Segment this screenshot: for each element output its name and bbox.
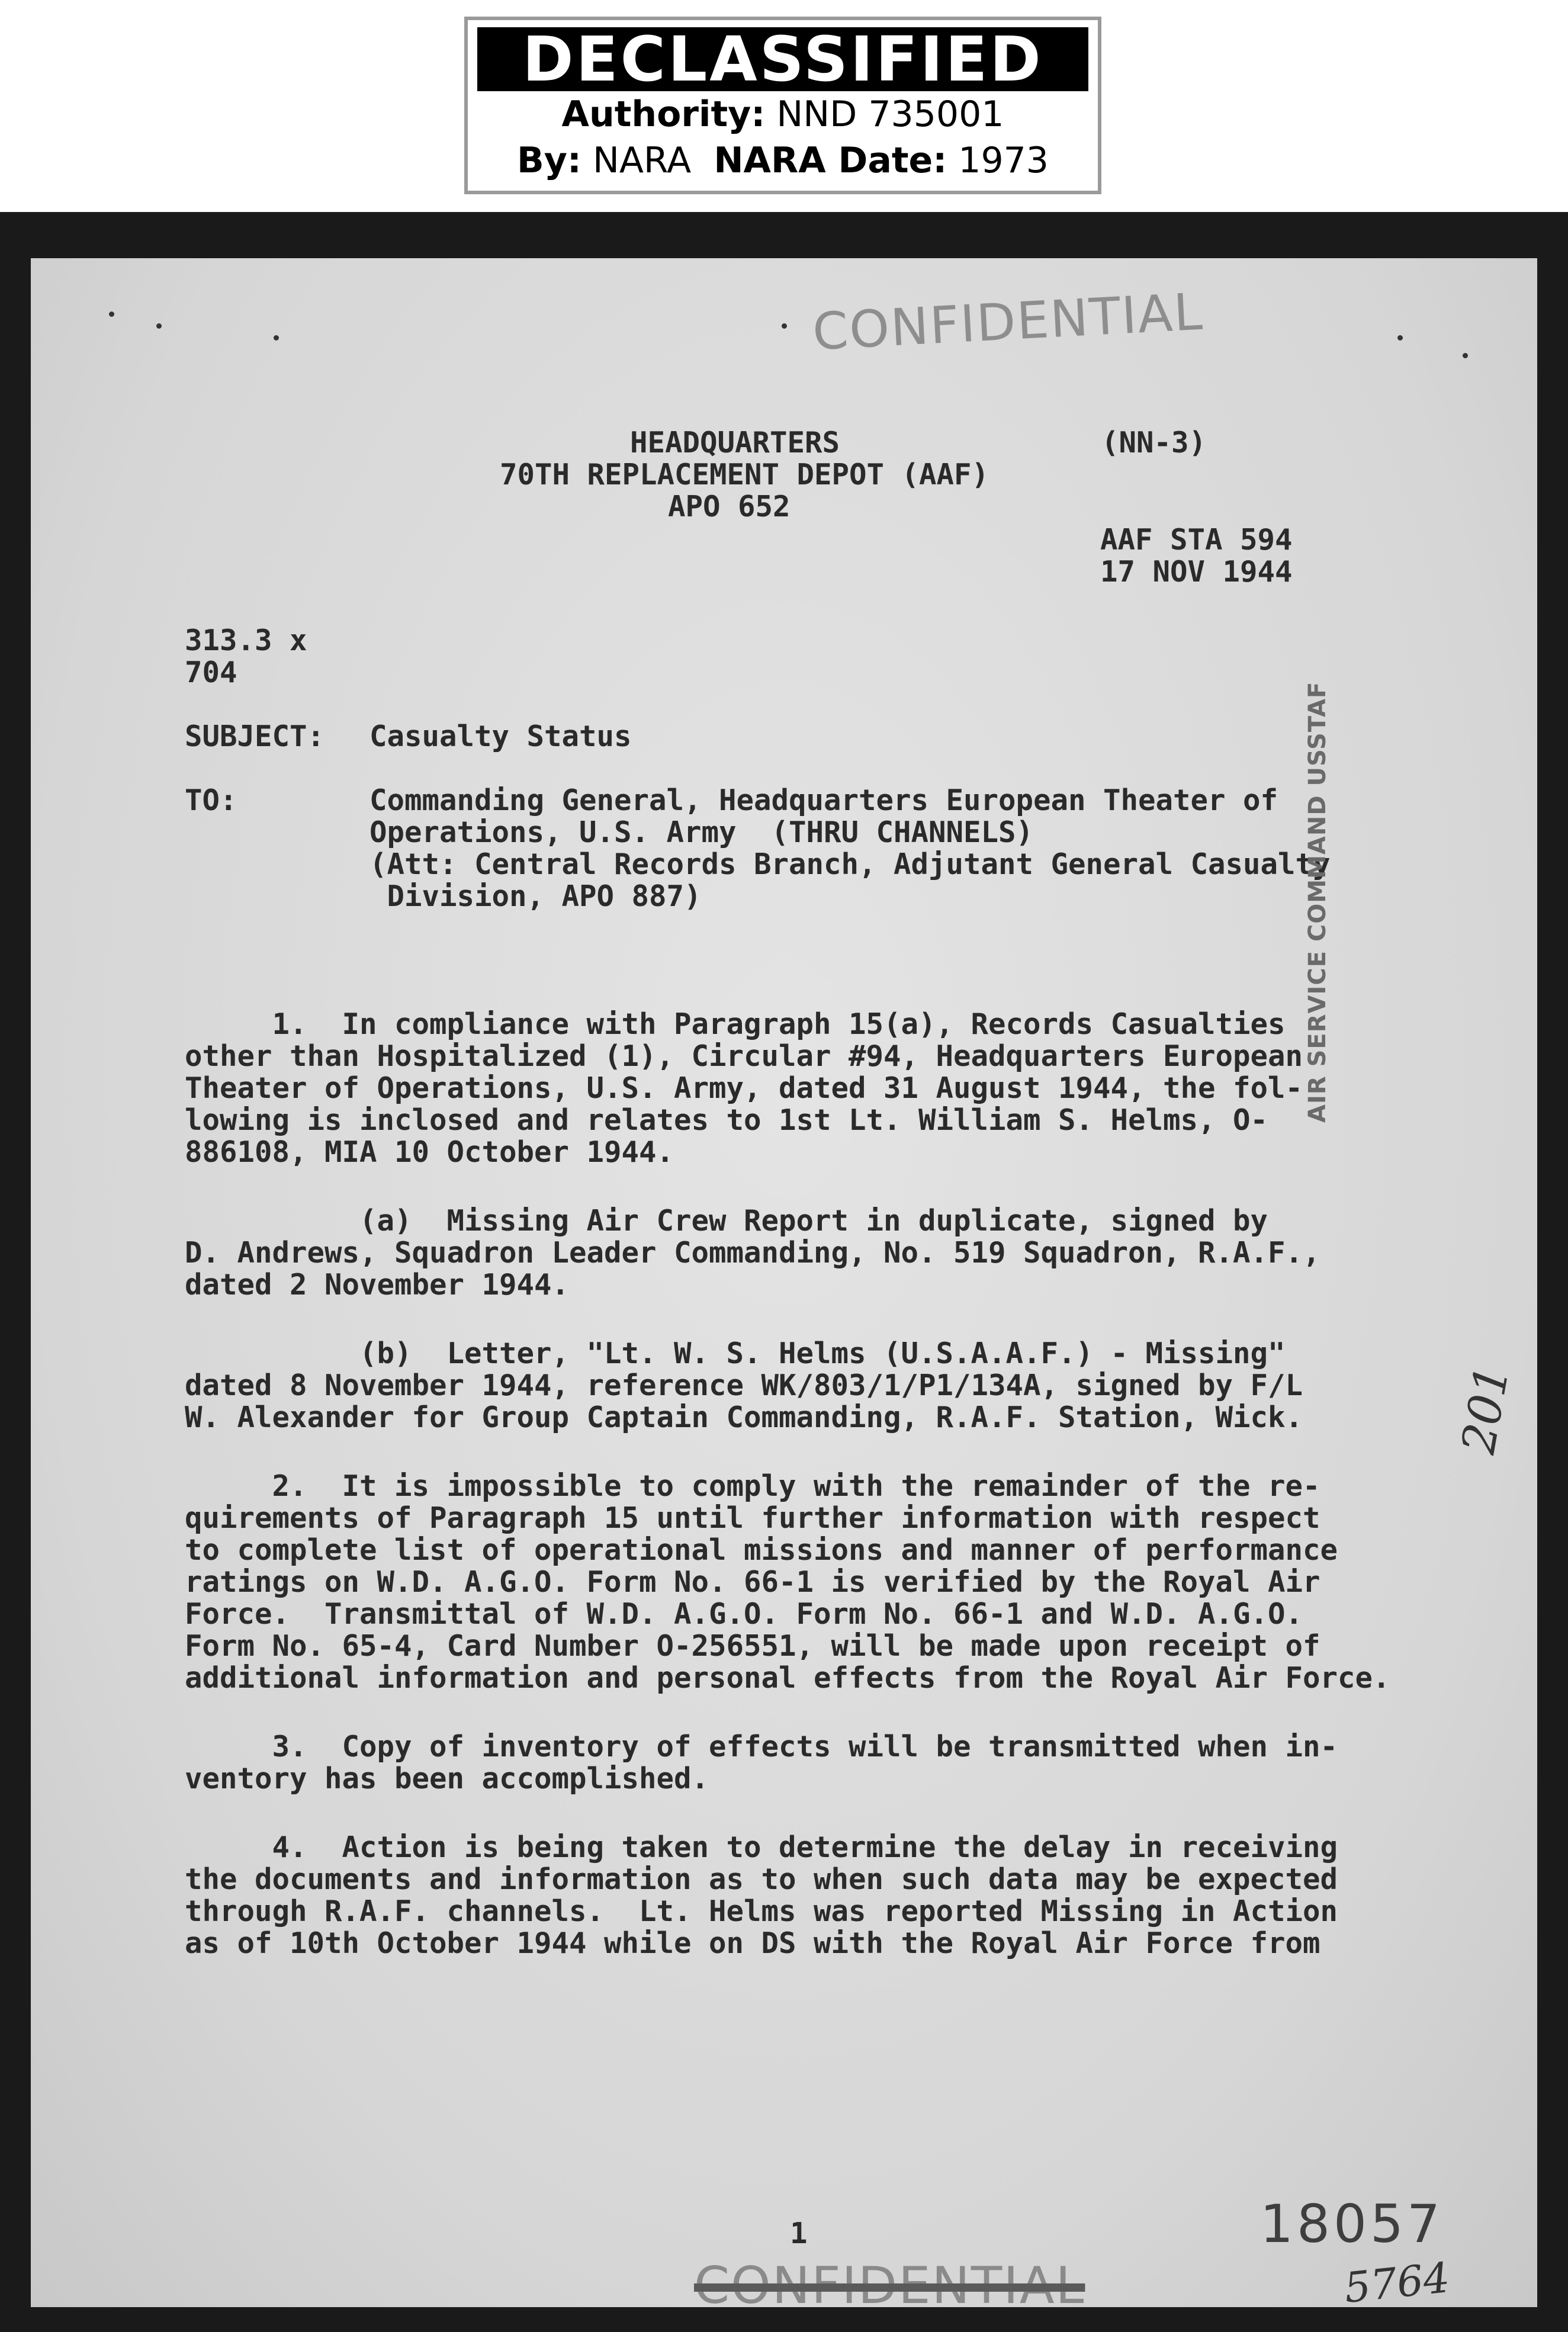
side-handwritten-number: 201 — [1452, 1361, 1520, 1458]
to-line: Operations, U.S. Army (THRU CHANNELS) — [369, 815, 1034, 849]
subject-value: Casualty Status — [369, 719, 632, 753]
body-line: 886108, MIA 10 October 1944. — [185, 1135, 674, 1169]
body-line: other than Hospitalized (1), Circular #94, Headquarters European — [185, 1039, 1303, 1073]
body-line: (a) Missing Air Crew Report in duplicate, signed by — [185, 1204, 1268, 1238]
date-label: NARA Date: — [714, 140, 947, 181]
bottom-handwritten-number: 5764 — [1342, 2253, 1452, 2313]
speck — [782, 323, 787, 329]
body-line: Theater of Operations, U.S. Army, dated 31 August 1944, the fol- — [185, 1071, 1303, 1105]
paper-sheet — [31, 258, 1537, 2315]
side-stamp: AIR SERVICE COMMAND USSTAF — [1304, 681, 1331, 1123]
body-line: D. Andrews, Squadron Leader Commanding, No. 519 Squadron, R.A.F., — [185, 1236, 1320, 1270]
header-line-3: APO 652 — [668, 490, 791, 523]
body-line: ratings on W.D. A.G.O. Form No. 66-1 is verified by the Royal Air — [185, 1565, 1320, 1599]
subject-label: SUBJECT: — [185, 719, 325, 753]
declassified-stamp — [464, 17, 1101, 194]
body-line: dated 8 November 1944, reference WK/803/1/P1/134A, signed by F/L — [185, 1369, 1303, 1402]
by-value: NARA — [592, 140, 692, 181]
page-number: 1 — [790, 2217, 808, 2250]
speck — [156, 323, 162, 329]
body-line: W. Alexander for Group Captain Commanding, R.A.F. Station, Wick. — [185, 1401, 1303, 1434]
file-ref-line-1: 313.3 x — [185, 624, 307, 657]
body-line: lowing is inclosed and relates to 1st Lt. William S. Helms, O- — [185, 1103, 1268, 1137]
confidential-stamp-top: CONFIDENTIAL — [811, 282, 1205, 362]
speck — [1397, 335, 1403, 341]
by-label: By: — [517, 140, 581, 181]
header-line-1: HEADQUARTERS — [630, 426, 840, 460]
to-line: Division, APO 887) — [369, 879, 702, 913]
header-code: (NN-3) — [1101, 426, 1207, 460]
to-line: Commanding General, Headquarters European Theater of — [369, 783, 1278, 817]
stamped-number: 18057 — [1260, 2193, 1444, 2254]
stamp-title: DECLASSIFIED — [477, 27, 1088, 91]
scanned-document — [0, 212, 1568, 2332]
stamp-authority — [468, 91, 1098, 137]
body-line: as of 10th October 1944 while on DS with the Royal Air Force from — [185, 1926, 1320, 1960]
body-line: dated 2 November 1944. — [185, 1268, 570, 1302]
body-line: Force. Transmittal of W.D. A.G.O. Form No. 66-1 and W.D. A.G.O. — [185, 1597, 1303, 1631]
file-ref-line-2: 704 — [185, 656, 237, 689]
speck — [109, 311, 114, 317]
body-line: ventory has been accomplished. — [185, 1762, 709, 1795]
body-line: 2. It is impossible to comply with the remainder of the re- — [185, 1469, 1320, 1503]
speck — [274, 335, 279, 341]
body-line: to complete list of operational missions and manner of performance — [185, 1533, 1338, 1567]
authority-value: NND 735001 — [776, 94, 1004, 135]
body-line: additional information and personal effects from the Royal Air Force. — [185, 1661, 1390, 1695]
body-line: (b) Letter, "Lt. W. S. Helms (U.S.A.A.F.) - Missing" — [185, 1337, 1286, 1370]
header-line-2: 70TH REPLACEMENT DEPOT (AAF) — [500, 458, 989, 492]
stamp-by-date — [468, 137, 1098, 184]
confidential-stamp-bottom: CONFIDENTIAL — [694, 2256, 1085, 2315]
header-station: AAF STA 594 — [1100, 523, 1293, 557]
body-line: the documents and information as to when such data may be expected — [185, 1862, 1338, 1896]
authority-label: Authority: — [561, 94, 766, 135]
body-line: through R.A.F. channels. Lt. Helms was reported Missing in Action — [185, 1894, 1338, 1928]
header-date: 17 NOV 1944 — [1100, 555, 1293, 589]
speck — [1463, 353, 1468, 358]
body-line: 1. In compliance with Paragraph 15(a), Records Casualties — [185, 1007, 1286, 1041]
date-value: 1973 — [958, 140, 1049, 181]
body-line: 4. Action is being taken to determine the delay in receiving — [185, 1830, 1338, 1864]
body-line: Form No. 65-4, Card Number O-256551, will be made upon receipt of — [185, 1629, 1320, 1663]
to-line: (Att: Central Records Branch, Adjutant General Casualty — [369, 847, 1331, 881]
to-label: TO: — [185, 783, 237, 817]
body-line: 3. Copy of inventory of effects will be transmitted when in- — [185, 1730, 1338, 1764]
body-line: quirements of Paragraph 15 until further information with respect — [185, 1501, 1320, 1535]
